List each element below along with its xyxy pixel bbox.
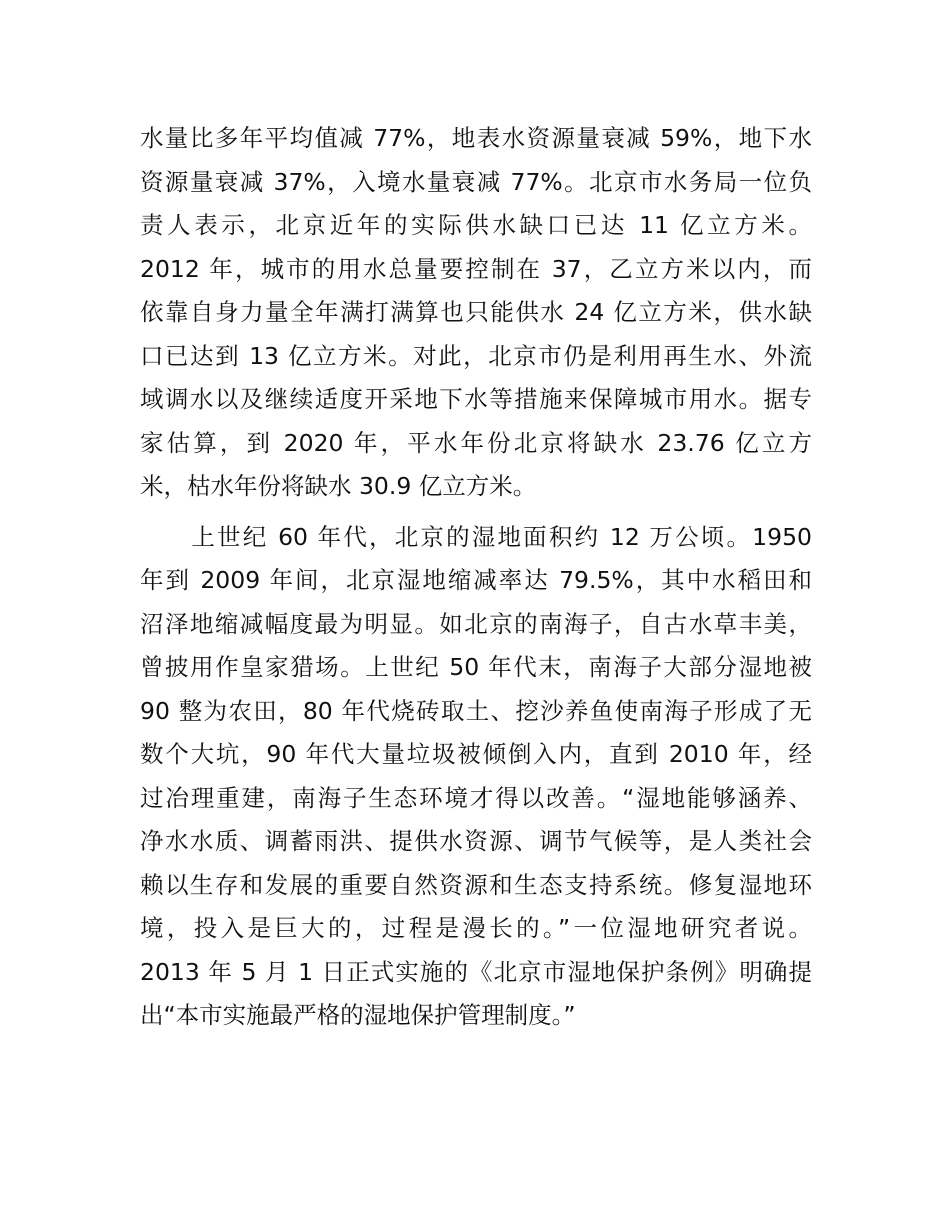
text-line: 曾披用作皇家猎场。上世纪 50 年代末，南海子大部分湿地被 (140, 653, 812, 681)
text-line: 家估算，到 2020 年，平水年份北京将缺水 23.76 亿立方 (140, 428, 812, 457)
text-line: 资源量衰减 37%，入境水量衰减 77%。北京市水务局一位负 (140, 167, 812, 196)
text-line: 2013 年 5 月 1 日正式实施的《北京市湿地保护条例》明确提 (140, 957, 812, 986)
text-line: 过冶理重建，南海子生态环境才得以改善。“湿地能够涵养、 (140, 783, 812, 812)
text-line: 水量比多年平均值减 77%，地表水资源量衰减 59%，地下水 (140, 124, 812, 152)
paragraph-spacer (140, 509, 812, 516)
text-line: 数个大坑，90 年代大量垃圾被倾倒入内，直到 2010 年，经 (140, 740, 812, 768)
text-line: 口已达到 13 亿立方米。对此，北京市仍是利用再生水、外流 (140, 341, 812, 370)
text-line: 90 整为农田，80 年代烧砖取土、挖沙养鱼使南海子形成了无 (140, 696, 812, 725)
paragraph-1 (140, 117, 812, 509)
paragraph-2 (140, 516, 812, 1038)
text-line: 净水水质、调蓄雨洪、提供水资源、调节气候等，是人类社会 (140, 827, 812, 855)
text-line: 境，投入是巨大的，过程是漫长的。”一位湿地研究者说。 (140, 914, 812, 942)
text-line: 年到 2009 年间，北京湿地缩减率达 79.5%，其中水稻田和 (140, 566, 812, 594)
text-line: 赖以生存和发展的重要自然资源和生态支持系统。修复湿地环 (140, 870, 812, 899)
text-line: 依靠自身力量全年满打满算也只能供水 24 亿立方米，供水缺 (140, 298, 812, 326)
text-line: 责人表示，北京近年的实际供水缺口已达 11 亿立方米。 (140, 211, 812, 239)
document-body (140, 117, 812, 1038)
text-line: 2012 年，城市的用水总量要控制在 37，乙立方米以内，而 (140, 254, 812, 283)
text-line: 上世纪 60 年代，北京的湿地面积约 12 万公顷。1950 (140, 522, 812, 551)
text-line: 沼泽地缩减幅度最为明显。如北京的南海子，自古水草丰美， (140, 609, 812, 638)
text-line: 米，枯水年份将缺水 30.9 亿立方米。 (140, 472, 537, 500)
text-line: 域调水以及继续适度开采地下水等措施来保障城市用水。据专 (140, 385, 812, 413)
text-line: 出“本市实施最严格的湿地保护管理制度。” (140, 1001, 576, 1029)
